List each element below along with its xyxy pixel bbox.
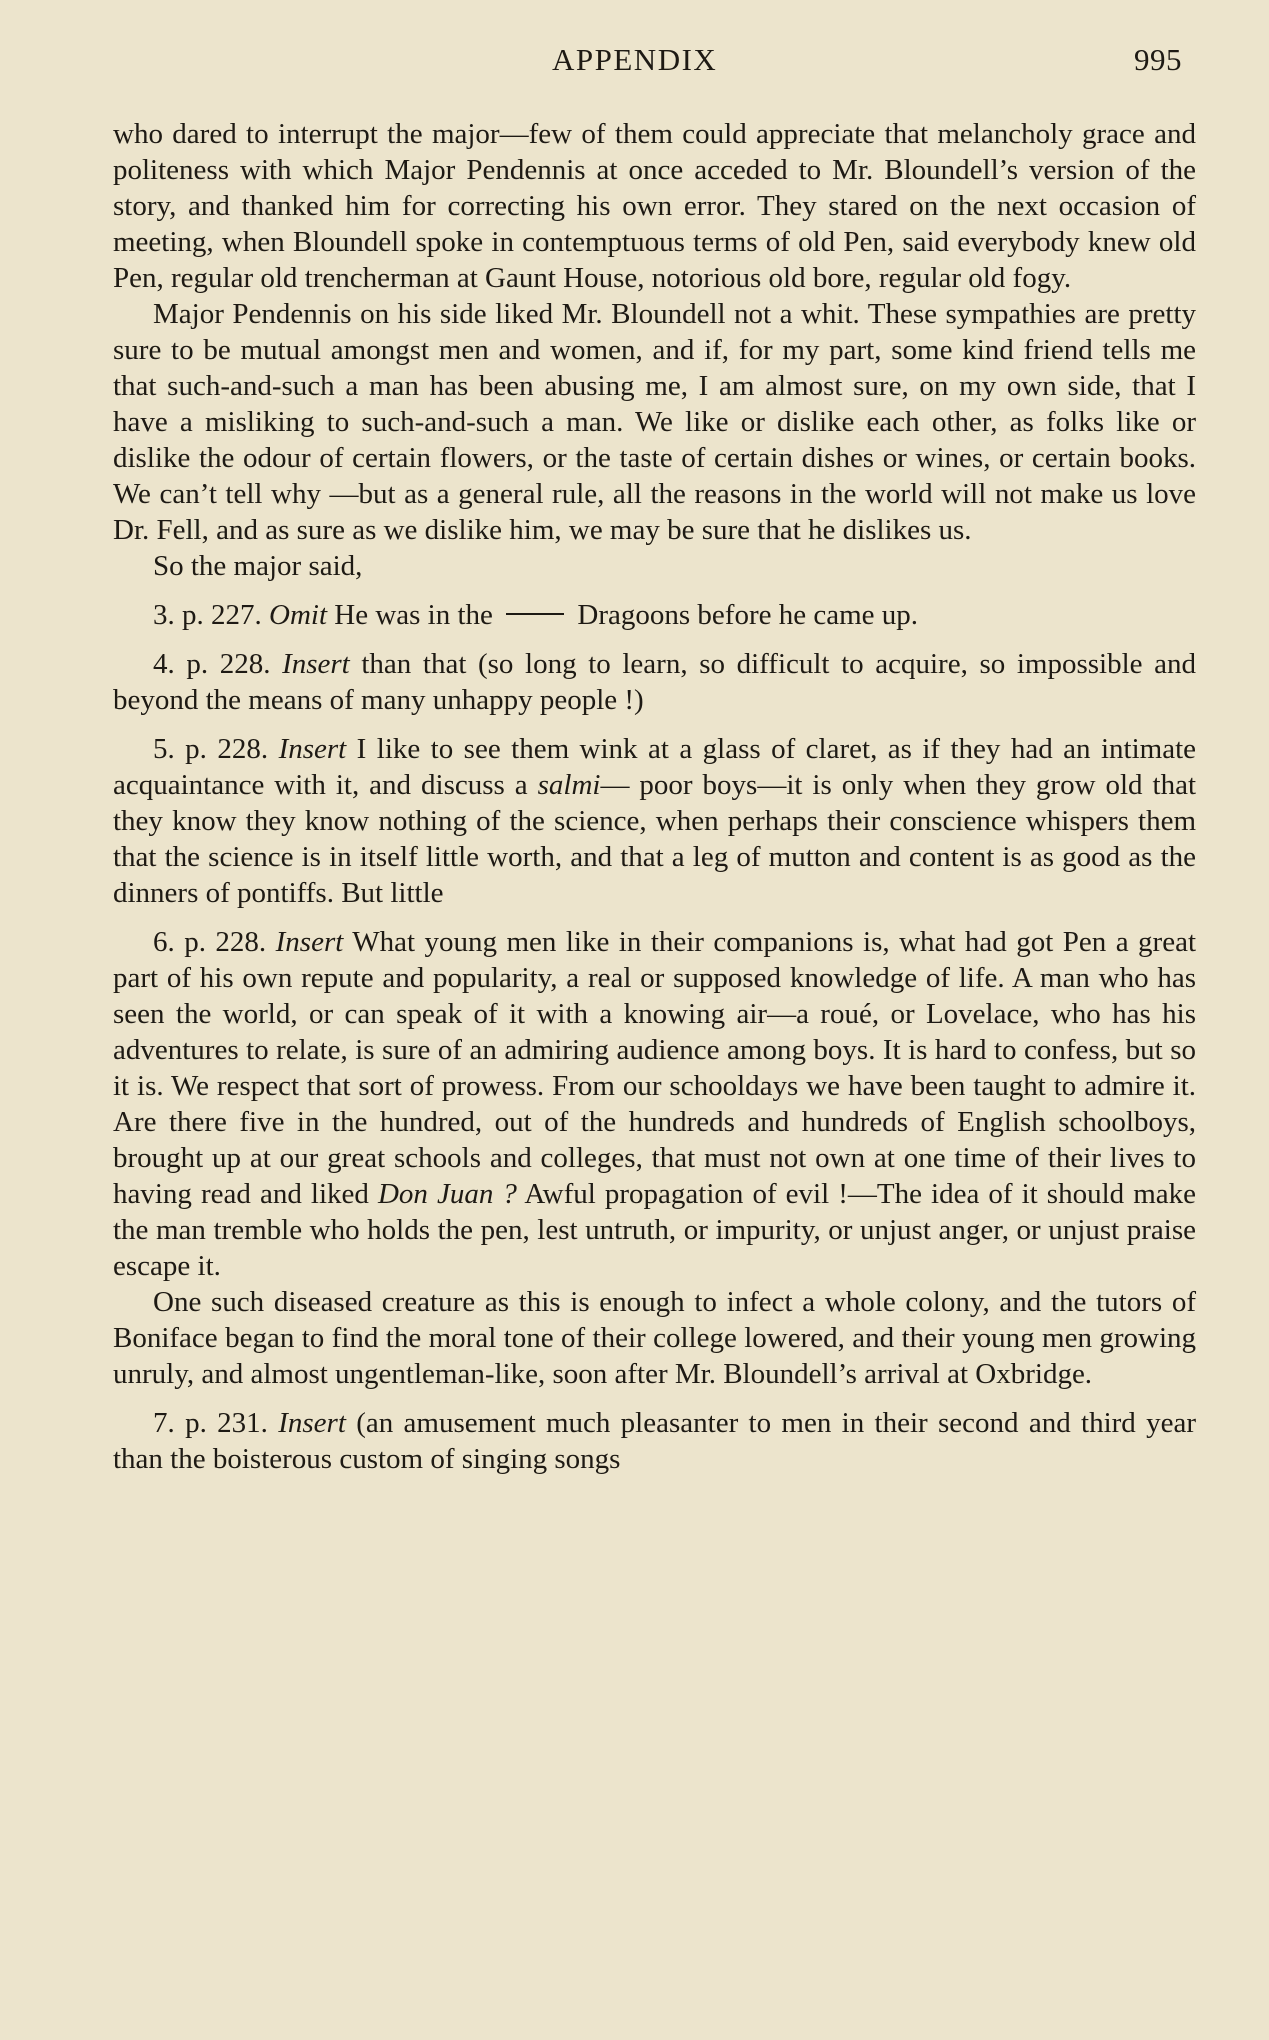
paragraph-continuation: who dared to interrupt the major—few of them could appreciate that melancholy grace and politeness with which Major Pendennis at once acceded to Mr. Bloundell’s version of the story, and thanked him for correcting his own error. They stared on the next occasion of meeting, when Bloundell spoke in contemptuous terms of old Pen, said everybody knew old Pen, regular old trencherman at Gaunt House, notorious old bore, regular old fogy. (113, 118, 1196, 294)
body-text (113, 116, 1196, 1477)
page-number: 995 (1134, 42, 1182, 77)
note-3-ref: 3. p. 227. (153, 599, 262, 631)
note-6 (113, 924, 1196, 1284)
note-5-text-before: I like to see them wink at a glass of claret, as if they had an intimate acquaintance with it, and discuss a (113, 733, 1196, 801)
note-5-ref: 5. p. 228. (153, 733, 269, 765)
note-5-instruction: Insert (278, 733, 347, 765)
note-6-continuation: One such diseased creature as this is enough to infect a whole colony, and the tutors of Boniface began to find the moral tone of their college lowered, and their young men growing unruly, and almost ungentleman-like, soon after Mr. Bloundell’s arrival at Oxbridge. (113, 1286, 1196, 1390)
note-4-text: than that (so long to learn, so difficult to acquire, so impossible and beyond the means of many unhappy people !) (113, 648, 1196, 716)
paragraph-sympathies: Major Pendennis on his side liked Mr. Bloundell not a whit. These sympathies are pretty sure to be mutual amongst men and women, and if, for my part, some kind friend tells me that such-and-such a man has been abusing me, I am almost sure, on my own side, that I have a misliking to such-and-such a man. We like or dislike each other, as folks like or dislike the odour of certain flowers, or the taste of certain dishes or wines, or certain books. We can’t tell why —but as a general rule, all the reasons in the world will not make us love Dr. Fell, and as sure as we dislike him, we may be sure that he dislikes us. (113, 298, 1196, 546)
note-6-ref: 6. p. 228. (153, 926, 267, 958)
note-6-text-before: What young men like in their companions is, what had got Pen a great part of his own repute and popularity, a real or supposed knowledge of life. A man who has seen the world, or can speak of it with a knowing air—a roué, or Lovelace, who has his adventures to relate, is sure of an admiring audience among boys. It is hard to confess, but so it is. We respect that sort of prowess. From our schooldays we have been taught to admire it. Are there five in the hundred, out of the hundreds and hundreds of English schoolboys, brought up at our great schools and colleges, that must not own at one time of their lives to having read and liked (113, 926, 1197, 1210)
note-6-instruction: Insert (275, 926, 344, 958)
note-6-text-after: Awful propagation of evil !—The idea of it should make the man tremble who holds the pen, lest untruth, or impurity, or unjust anger, or unjust praise escape it. (113, 1178, 1196, 1282)
note-3-text-before: He was in the (327, 599, 501, 631)
note-4-ref: 4. p. 228. (153, 648, 271, 680)
note-3-text-after: Dragoons before he came up. (570, 599, 919, 631)
note-7-ref: 7. p. 231. (153, 1407, 268, 1439)
note-3 (113, 597, 1196, 633)
note-7-text: (an amusement much pleasanter to men in their second and third year than the boisterous custom of singing songs (113, 1407, 1197, 1475)
note-5-text-after: — poor boys—it is only when they grow old that they know they know nothing of the science, when perhaps their conscience whispers them that the science is in itself little worth, and that a leg of mutton and content is as good as the dinners of pontiffs. But little (113, 769, 1197, 909)
note-4-instruction: Insert (282, 648, 350, 680)
note-5 (113, 731, 1196, 911)
note-3-instruction: Omit (269, 599, 327, 631)
em-rule (506, 613, 564, 615)
running-title: APPENDIX (552, 42, 718, 77)
page-header (0, 42, 1269, 82)
note-5-italic: salmi (537, 769, 601, 801)
paragraph-major-said: So the major said, (153, 550, 363, 582)
note-7 (113, 1405, 1196, 1477)
note-7-instruction: Insert (278, 1407, 346, 1439)
note-4 (113, 646, 1196, 718)
note-6-italic: Don Juan ? (377, 1178, 517, 1210)
